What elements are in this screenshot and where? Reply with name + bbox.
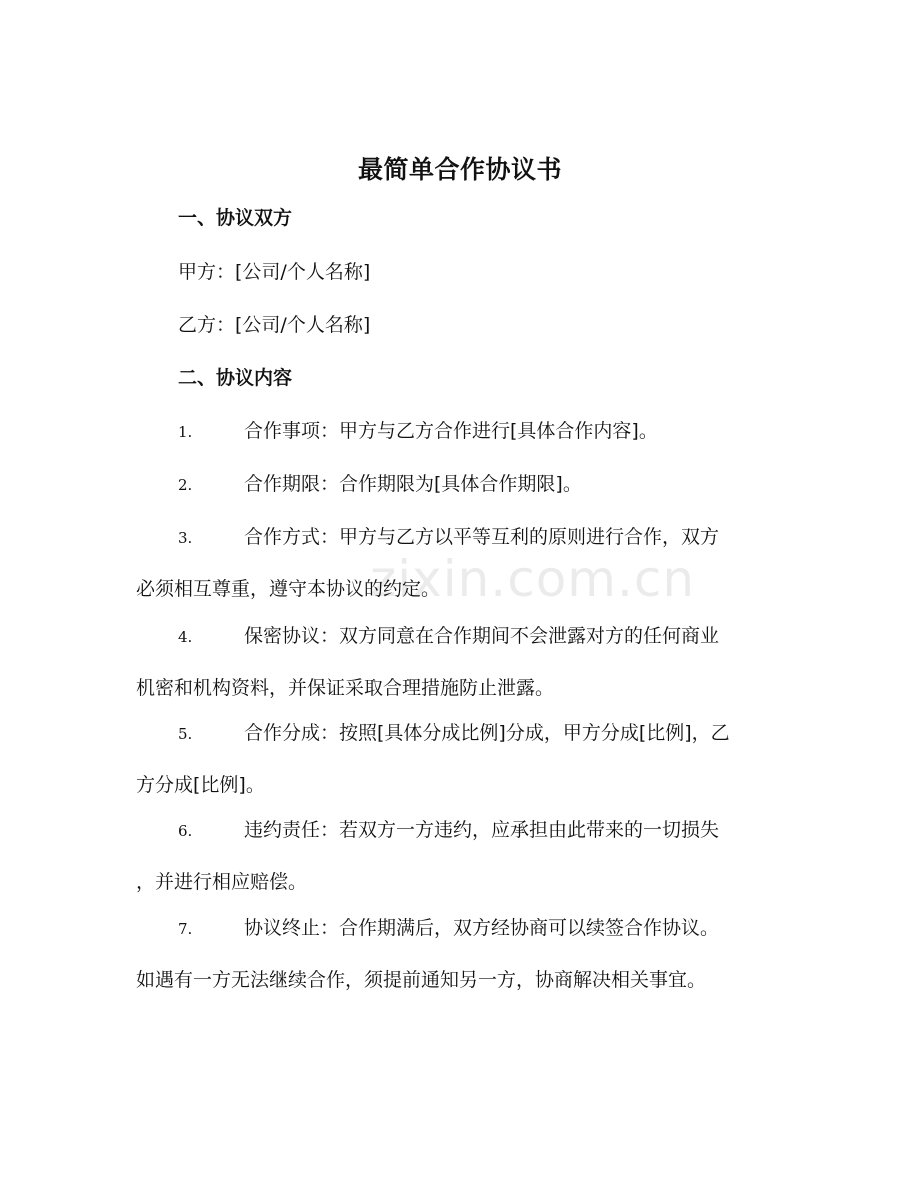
list-item-text: 合作事项：甲方与乙方合作进行[具体合作内容]。 (244, 420, 658, 442)
list-item-continuation: ，并进行相应赔偿。 (136, 871, 308, 893)
list-item-continuation: 机密和机构资料，并保证采取合理措施防止泄露。 (136, 677, 555, 699)
list-item-number: 3. (178, 529, 193, 547)
list-item-line (136, 512, 782, 564)
list-item-line (136, 459, 782, 511)
list-item-number: 1. (178, 423, 193, 441)
list-item-text: 保密协议：双方同意在合作期间不会泄露对方的任何商业 (244, 625, 720, 647)
list-item-number: 6. (178, 822, 193, 840)
list-item-line (136, 903, 782, 955)
list-item-line (136, 805, 782, 857)
list-item-number: 4. (178, 628, 193, 646)
list-item-line (136, 406, 782, 458)
document-title: 最简单合作协议书 (357, 155, 562, 184)
list-item-text: 合作方式：甲方与乙方以平等互利的原则进行合作，双方 (244, 526, 720, 548)
list-item (136, 512, 782, 615)
section-heading-parties: 一、协议双方 (178, 207, 293, 229)
list-item-continuation: 方分成[比例]。 (136, 774, 265, 796)
party-a-line: 甲方：[公司/个人名称] (178, 261, 371, 283)
list-item (136, 611, 782, 714)
list-item-line (136, 708, 782, 760)
section-heading-content: 二、协议内容 (178, 367, 293, 389)
list-item-text: 合作期限：合作期限为[具体合作期限]。 (244, 473, 582, 495)
party-b-line: 乙方：[公司/个人名称] (178, 314, 371, 336)
list-item (136, 805, 782, 908)
watermark: zixin.com.cn (370, 550, 696, 608)
list-item-number: 7. (178, 920, 193, 938)
list-item-number: 5. (178, 725, 193, 743)
list-item (136, 903, 782, 1006)
list-item-text: 合作分成：按照[具体分成比例]分成，甲方分成[比例]，乙 (244, 722, 730, 744)
list-item (136, 708, 782, 811)
list-item (136, 459, 782, 511)
list-item-number: 2. (178, 476, 193, 494)
list-item-line (136, 611, 782, 663)
list-item (136, 406, 782, 458)
list-item-text: 违约责任：若双方一方违约，应承担由此带来的一切损失 (244, 819, 720, 841)
list-item-continuation: 必须相互尊重，遵守本协议的约定。 (136, 578, 441, 600)
list-item-text: 协议终止：合作期满后，双方经协商可以续签合作协议。 (244, 917, 720, 939)
list-item-continuation: 如遇有一方无法继续合作，须提前通知另一方，协商解决相关事宜。 (136, 969, 707, 991)
